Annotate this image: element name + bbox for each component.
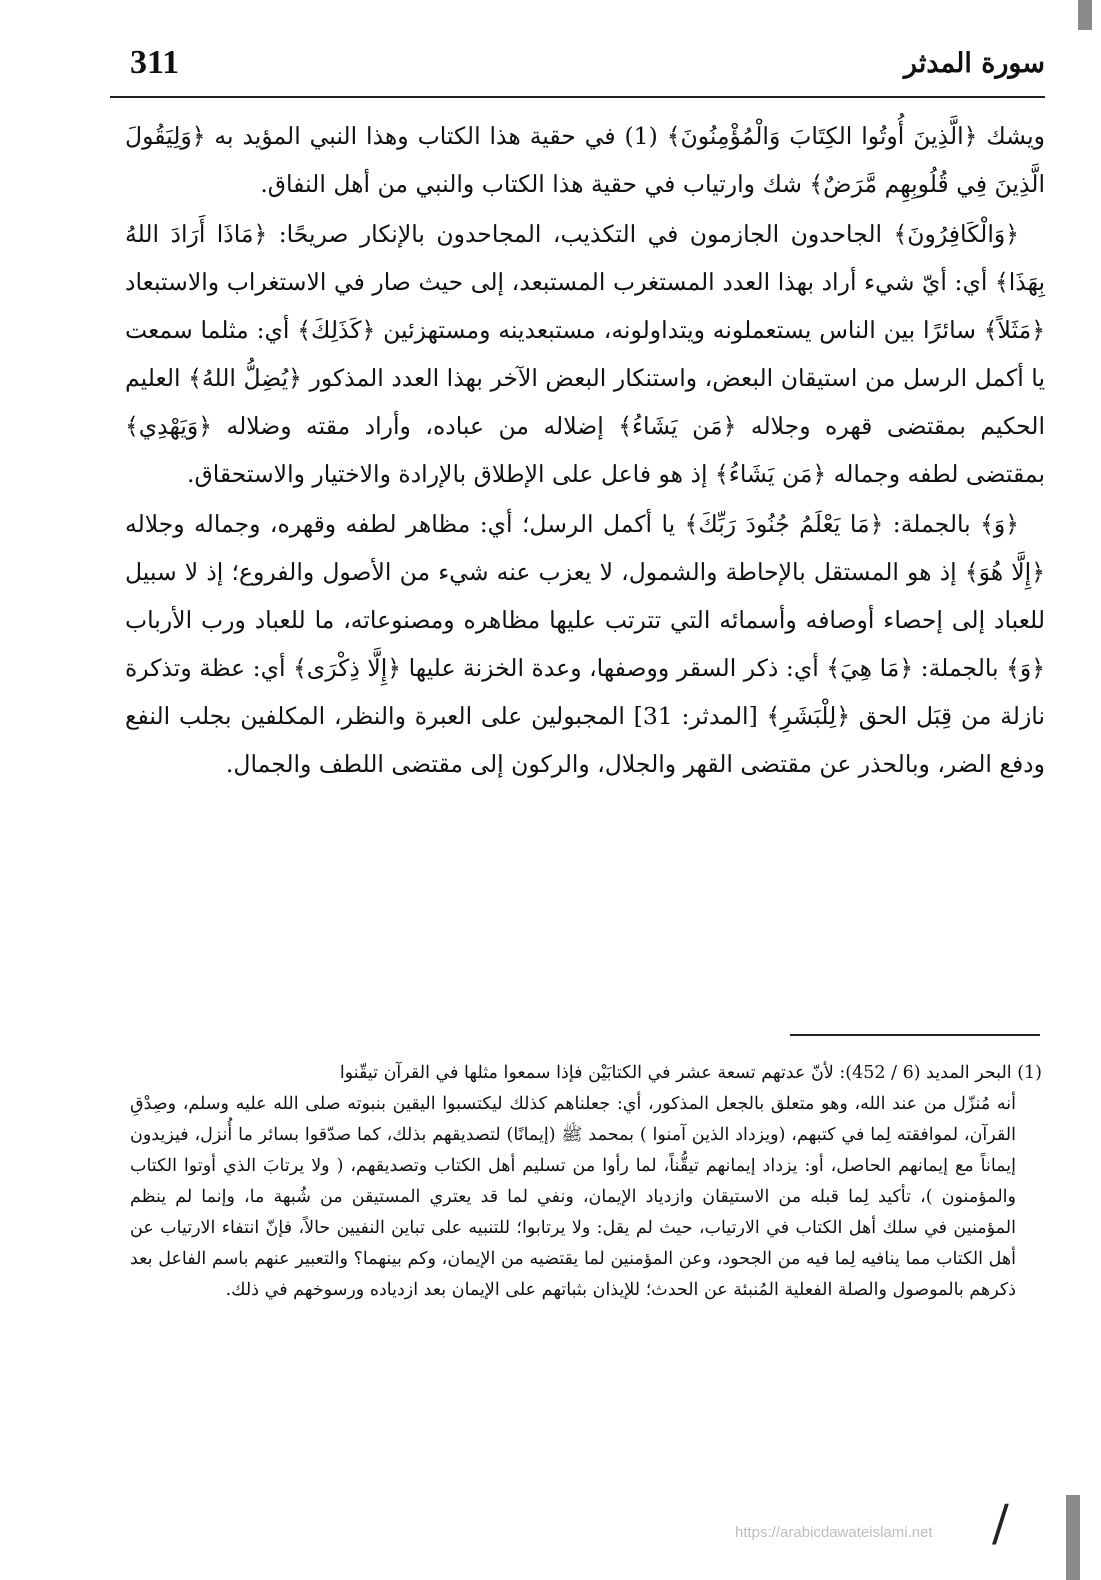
scan-mark: / <box>992 1494 1009 1552</box>
main-text <box>125 112 1045 790</box>
footnote-divider <box>790 1034 1040 1036</box>
scan-edge-mark-bottom <box>1066 1495 1080 1580</box>
paragraph-2: ﴿وَالْكَافِرُونَ﴾ الجاحدون الجازمون في التكذيب، المجاحدون بالإنكار صريحًا: ﴿مَاذَا أَرَادَ اللهُ بِهَذَا﴾ أي: أيّ شيء أراد بهذا العدد المستغرب المستبعد، إلى حيث صار في الاستغراب والاستبعاد ﴿مَثَلاً﴾ سائرًا بين الناس يستعملونه ويتداولونه، مستبعدينه ومستهزئين ﴿كَذَلِكَ﴾ أي: مثلما سمعت يا أكمل الرسل من استيقان البعض، واستنكار البعض الآخر بهذا العدد المذكور ﴿يُضِلُّ اللهُ﴾ العليم الحكيم بمقتضى قهره وجلاله ﴿مَن يَشَاءُ﴾ إضلاله من عباده، وأراد مقته وضلاله ﴿وَيَهْدِي﴾ بمقتضى لطفه وجماله ﴿مَن يَشَاءُ﴾ إذ هو فاعل على الإطلاق بالإرادة والاختيار والاستحقاق. <box>125 220 1045 488</box>
watermark-url: https://arabicdawateislami.net <box>735 1524 933 1541</box>
paragraph-1: ويشك ﴿الَّذِينَ أُوتُوا الكِتَابَ وَالْمُؤْمِنُونَ﴾ (1) في حقية هذا الكتاب وهذا النبي المؤيد به ﴿وَلِيَقُولَ الَّذِينَ فِي قُلُوبِهِم مَّرَضٌ﴾ شك وارتياب في حقية هذا الكتاب والنبي من أهل النفاق. <box>125 122 1046 198</box>
footnote <box>130 1058 1042 1306</box>
paragraph-3: ﴿وَ﴾ بالجملة: ﴿مَا يَعْلَمُ جُنُودَ رَبِّكَ﴾ يا أكمل الرسل؛ أي: مظاهر لطفه وقهره، وجماله وجلاله ﴿إِلَّا هُوَ﴾ إذ هو المستقل بالإحاطة والشمول، لا يعزب عنه شيء من الأصول والفروع؛ إذ لا سبيل للعباد إلى إحصاء أوصافه وأسمائه التي تترتب عليها مظاهره ومصنوعاته، ما للعباد ورب الأرباب ﴿وَ﴾ بالجملة: ﴿مَا هِيَ﴾ أي: ذكر السقر ووصفها، وعدة الخزنة عليها ﴿إِلَّا ذِكْرَى﴾ أي: عظة وتذكرة نازلة من قِبَل الحق ﴿لِلْبَشَرِ﴾ [المدثر: 31] المجبولين على العبرة والنظر، المكلفين بجلب النفع ودفع الضر، وبالحذر عن مقتضى القهر والجلال، والركون إلى مقتضى اللطف والجمال. <box>125 510 1045 778</box>
scan-edge-mark-top <box>1078 0 1092 30</box>
surah-title: سورة المدثر <box>903 48 1045 79</box>
page-header <box>110 40 1045 98</box>
footnote-body: أنه مُنزّل من عند الله، وهو متعلق بالجعل المذكور، أي: جعلناهم كذلك ليكتسبوا اليقين بنبوته صلى الله عليه وسلم، وصِدْقِ القرآن، لموافقته لِما في كتبهم، (ويزداد الذين آمنوا ) بمحمد ﷺ (إيمانًا) لتصديقهم بذلك، كما صدّقوا بسائر ما أُنزل، فيزيدون إيماناً مع إيمانهم الحاصل، أو: يزداد إيمانهم تيقُّناً، لما رأوا من تسليم أهل الكتاب وتصديقهم، ( ولا يرتابَ الذي أوتوا الكتاب والمؤمنون )، تأكيد لِما قبله من الاستيقان وازدياد الإيمان، ونفي لما قد يعتري المستيقن من شُبهة ما، وإنما لم ينظم المؤمنين في سلك أهل الكتاب في الارتياب، حيث لم يقل: ولا يرتابوا؛ للتنبيه على تباين النفيين حالاً، فإنّ انتفاء الارتياب عن أهل الكتاب مما ينافيه لِما فيه من الجحود، وعن المؤمنين لما يقتضيه من الإيمان، وكم بينهما؟ والتعبير عنهم باسم الفاعل بعد ذكرهم بالموصول والصلة الفعلية المُنبئة عن الحدث؛ للإيذان بثباتهم على الإيمان بعد ازدياده ورسوخهم في ذلك. <box>130 1094 1016 1300</box>
footnote-lead: (1) البحر المديد (6 / 452): لأنّ عدتهم تسعة عشر في الكتابَيْن فإذا سمعوا مثلها في القرآن تيقّنوا <box>339 1063 1042 1083</box>
page-number: 311 <box>130 44 180 81</box>
